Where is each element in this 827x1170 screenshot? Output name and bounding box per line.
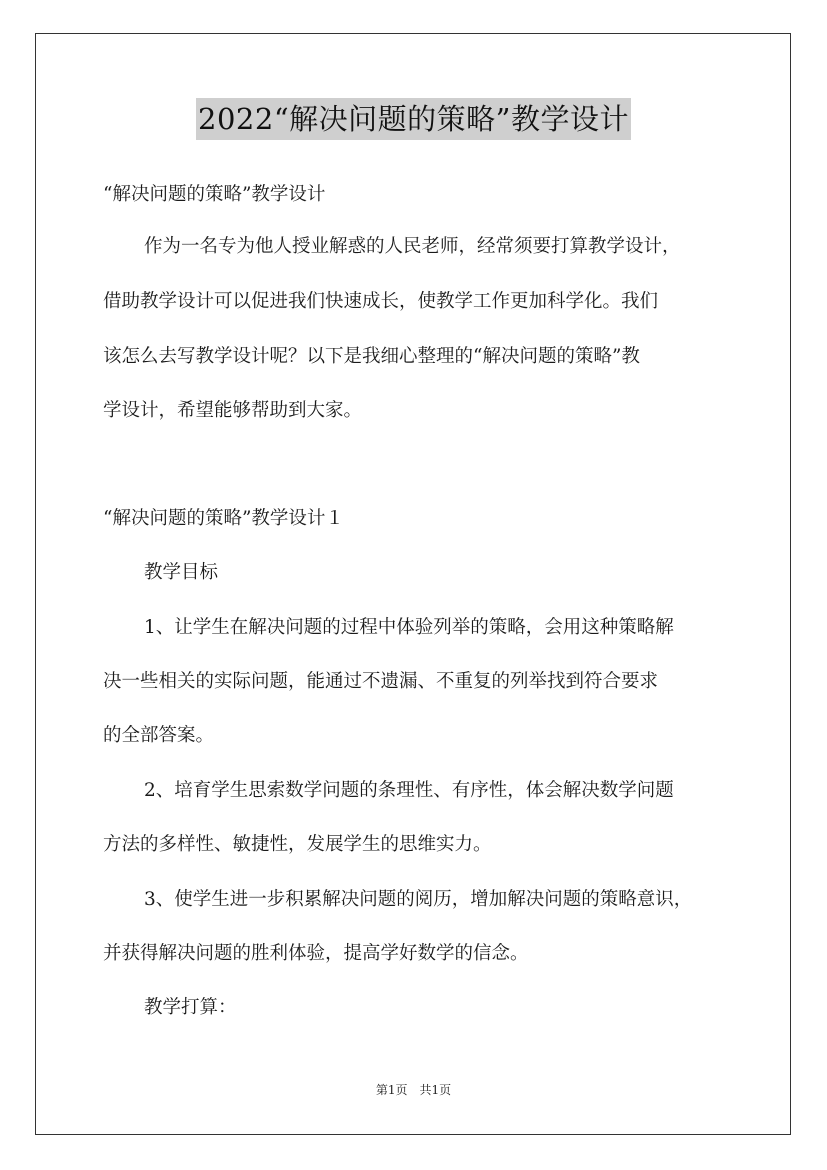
objective-1-line-1: 1、让学生在解决问题的过程中体验列举的策略，会用这种策略解 [144,617,674,638]
objective-1-line-2: 决一些相关的实际问题，能通过不遗漏、不重复的列举找到符合要求 [103,671,659,692]
document-title: 2022“解决问题的策略”教学设计 [196,98,631,140]
objective-3-line-2: 并获得解决问题的胜利体验，提高学好数学的信念。 [103,943,529,964]
subtitle: “解决问题的策略”教学设计 [103,184,326,205]
objectives-heading: 教学目标 [144,562,219,583]
section-heading: “解决问题的策略”教学设计１ [103,508,344,529]
intro-line-1: 作为一名专为他人授业解惑的人民老师，经常须要打算教学设计， [144,236,681,257]
page-number: 第1页 共1页 [375,1083,452,1097]
objective-3-line-1: 3、使学生进一步积累解决问题的阅历，增加解决问题的策略意识， [144,889,693,910]
objective-1-line-3: 的全部答案。 [103,725,215,746]
objective-2-line-2: 方法的多样性、敏捷性，发展学生的思维实力。 [103,834,492,855]
plan-heading: 教学打算： [144,997,237,1018]
intro-line-2: 借助教学设计可以促进我们快速成长，使教学工作更加科学化。我们 [103,291,659,312]
intro-line-4: 学设计，希望能够帮助到大家。 [103,400,363,421]
intro-line-3: 该怎么去写教学设计呢？以下是我细心整理的“解决问题的策略”教 [103,346,640,367]
title-container [0,98,827,140]
objective-2-line-1: 2、培育学生思索数学问题的条理性、有序性，体会解决数学问题 [144,780,674,801]
